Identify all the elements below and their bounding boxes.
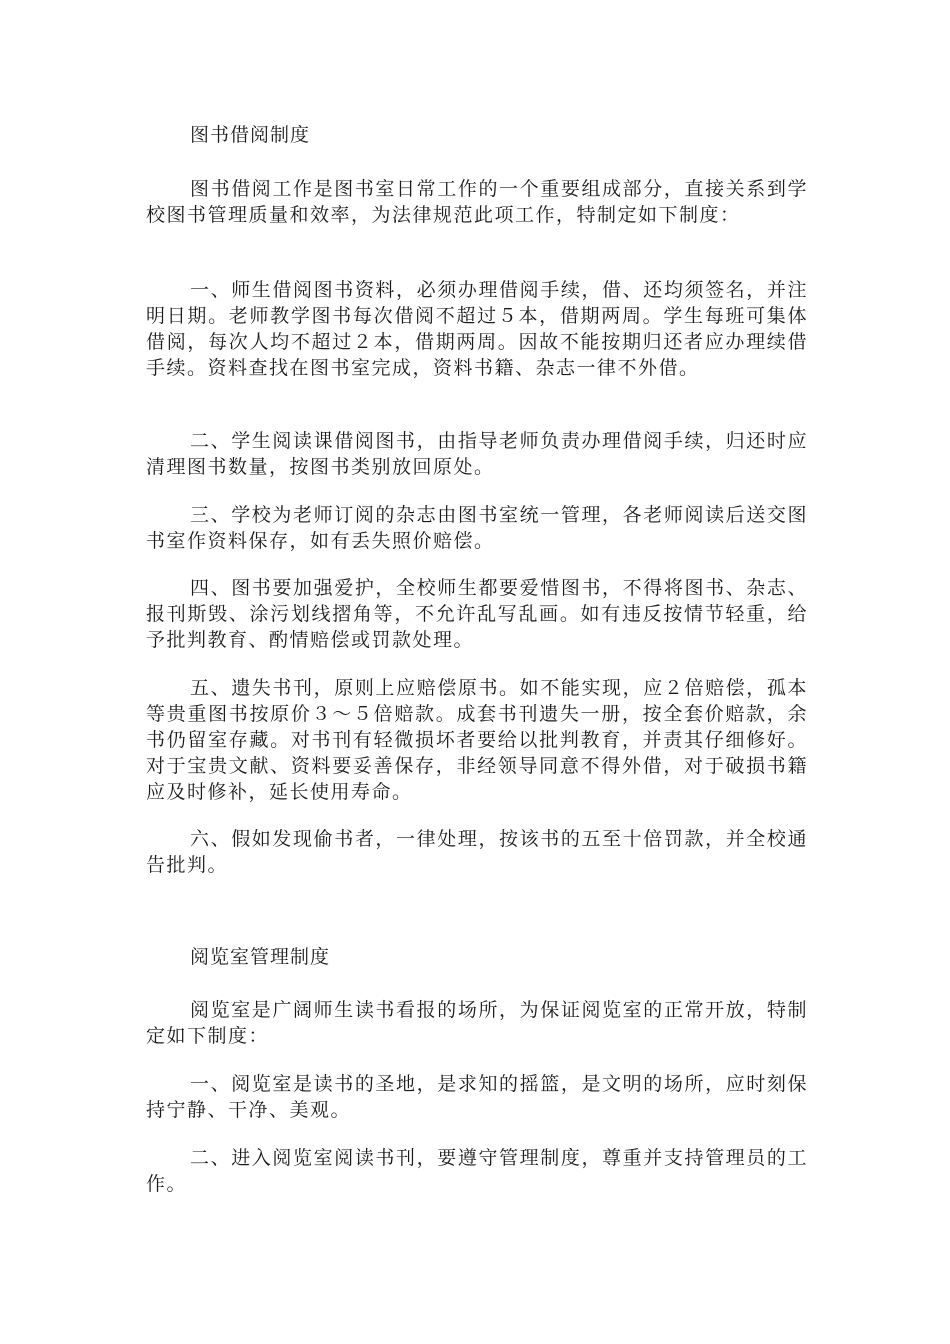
paragraph-rule-1: 一、师生借阅图书资料，必须办理借阅手续，借、还均须签名，并注明日期。老师教学图书每次借阅不超过５本，借期两周。学生每班可集体借阅，每次人均不超过２本，借期两周。因故不能按期归还者应办理续借手续。资料查找在图书室完成，资料书籍、杂志一律不外借。 bbox=[146, 279, 808, 379]
paragraph bbox=[146, 428, 808, 480]
paragraph bbox=[146, 176, 808, 228]
paragraph bbox=[146, 1145, 808, 1197]
paragraph-rule-1: 一、阅览室是读书的圣地，是求知的摇篮，是文明的场所，应时刻保持宁静、干净、美观。 bbox=[146, 1073, 808, 1121]
section-title: 图书借阅制度 bbox=[190, 124, 311, 146]
paragraph bbox=[146, 502, 808, 554]
paragraph-rule-6: 六、假如发现偷书者，一律处理，按该书的五至十倍罚款，并全校通告批判。 bbox=[146, 828, 808, 876]
paragraph-rule-2: 二、学生阅读课借阅图书，由指导老师负责办理借阅手续，归还时应清理图书数量，按图书类别放回原处。 bbox=[146, 430, 808, 478]
paragraph-rule-4: 四、图书要加强爱护，全校师生都要爱惜图书，不得将图书、杂志、报刊斯毁、涂污划线摺角等，不允许乱写乱画。如有违反按情节轻重，给予批判教育、酌情赔偿或罚款处理。 bbox=[146, 577, 808, 651]
paragraph-rule-3: 三、学校为老师订阅的杂志由图书室统一管理，各老师阅读后送交图书室作资料保存，如有丢失照价赔偿。 bbox=[146, 504, 808, 552]
paragraph bbox=[146, 277, 808, 381]
paragraph bbox=[146, 575, 808, 653]
paragraph bbox=[146, 997, 808, 1049]
section-reading-room bbox=[146, 944, 808, 971]
paragraph-rule-2: 二、进入阅览室阅读书刊，要遵守管理制度，尊重并支持管理员的工作。 bbox=[146, 1147, 808, 1195]
section-title: 阅览室管理制度 bbox=[190, 946, 331, 968]
section-book-borrowing bbox=[146, 122, 808, 149]
paragraph bbox=[146, 1071, 808, 1123]
paragraph-intro: 图书借阅工作是图书室日常工作的一个重要组成部分，直接关系到学校图书管理质量和效率，为法律规范此项工作，特制定如下制度： bbox=[146, 178, 808, 226]
paragraph-rule-5: 五、遗失书刊，原则上应赔偿原书。如不能实现，应２倍赔偿，孤本等贵重图书按原价３～５倍赔款。成套书刊遗失一册，按全套价赔款，余书仍留室存藏。对书刊有轻微损坏者要给以批判教育，并责其仔细修好。对于宝贵文献、资料要妥善保存，非经领导同意不得外借，对于破损书籍应及时修补，延长使用寿命。 bbox=[146, 677, 808, 803]
paragraph bbox=[146, 675, 808, 805]
paragraph bbox=[146, 826, 808, 878]
paragraph-intro: 阅览室是广阔师生读书看报的场所，为保证阅览室的正常开放，特制定如下制度： bbox=[146, 999, 808, 1047]
